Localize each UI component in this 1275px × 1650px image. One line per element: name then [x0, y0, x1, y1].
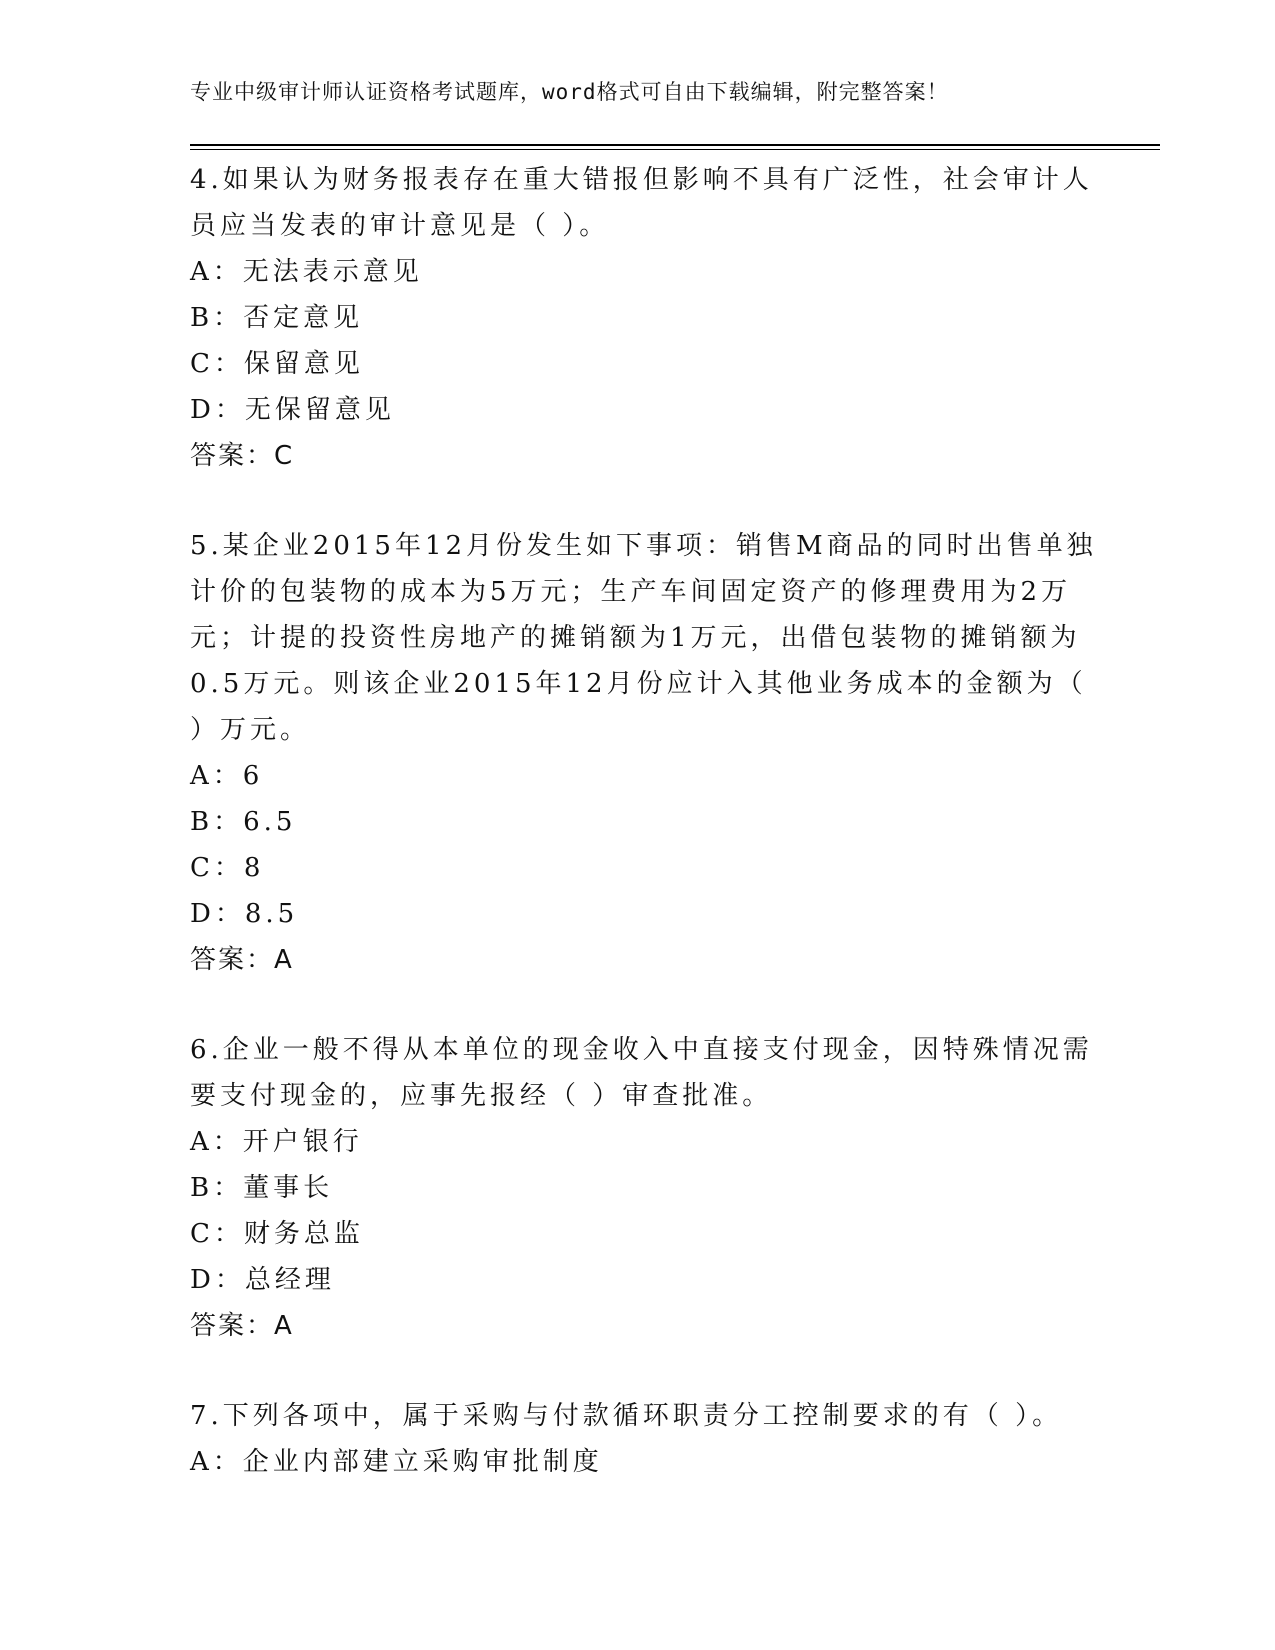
option-c: C：财务总监: [190, 1219, 364, 1249]
option-d: D：8.5: [190, 899, 299, 929]
question-stem-line: 要支付现金的，应事先报经（ ）审查批准。: [190, 1081, 773, 1111]
questions-container: [190, 157, 1097, 1529]
question-6: [190, 1027, 1093, 1349]
question-stem-line: 4.如果认为财务报表存在重大错报但影响不具有广泛性，社会审计人: [190, 165, 1093, 195]
option-a: A：6: [190, 761, 264, 791]
header-rule-thin: [190, 149, 1160, 150]
question-stem-line: 元；计提的投资性房地产的摊销额为1万元，出借包装物的摊销额为: [190, 623, 1081, 653]
question-4: [190, 157, 1093, 479]
question-stem-line: ）万元。: [190, 715, 311, 745]
answer-line: 答案：C: [190, 441, 295, 471]
option-a: A：无法表示意见: [190, 257, 423, 287]
question-stem-line: 0.5万元。则该企业2015年12月份应计入其他业务成本的金额为（: [190, 669, 1087, 699]
option-a: A：开户银行: [190, 1127, 363, 1157]
question-stem-line: 5.某企业2015年12月份发生如下事项：销售M商品的同时出售单独: [190, 531, 1097, 561]
header-text: 专业中级审计师认证资格考试题库，word格式可自由下载编辑，附完整答案！: [190, 80, 949, 104]
question-5: [190, 523, 1097, 983]
option-b: B：6.5: [190, 807, 297, 837]
question-stem-line: 7.下列各项中，属于采购与付款循环职责分工控制要求的有（ ）。: [190, 1401, 1063, 1431]
answer-line: 答案：A: [190, 945, 294, 975]
option-c: C：8: [190, 853, 265, 883]
question-stem-line: 员应当发表的审计意见是（ ）。: [190, 211, 610, 241]
question-stem-line: 计价的包装物的成本为5万元；生产车间固定资产的修理费用为2万: [190, 577, 1072, 607]
option-b: B：董事长: [190, 1173, 334, 1203]
option-d: D：无保留意见: [190, 395, 395, 425]
question-stem-line: 6.企业一般不得从本单位的现金收入中直接支付现金，因特殊情况需: [190, 1035, 1093, 1065]
option-c: C：保留意见: [190, 349, 364, 379]
question-7: [190, 1393, 1070, 1485]
header-rule: [190, 144, 1160, 146]
option-a: A：企业内部建立采购审批制度: [190, 1447, 603, 1477]
option-d: D：总经理: [190, 1265, 335, 1295]
answer-line: 答案：A: [190, 1311, 294, 1341]
option-b: B：否定意见: [190, 303, 364, 333]
